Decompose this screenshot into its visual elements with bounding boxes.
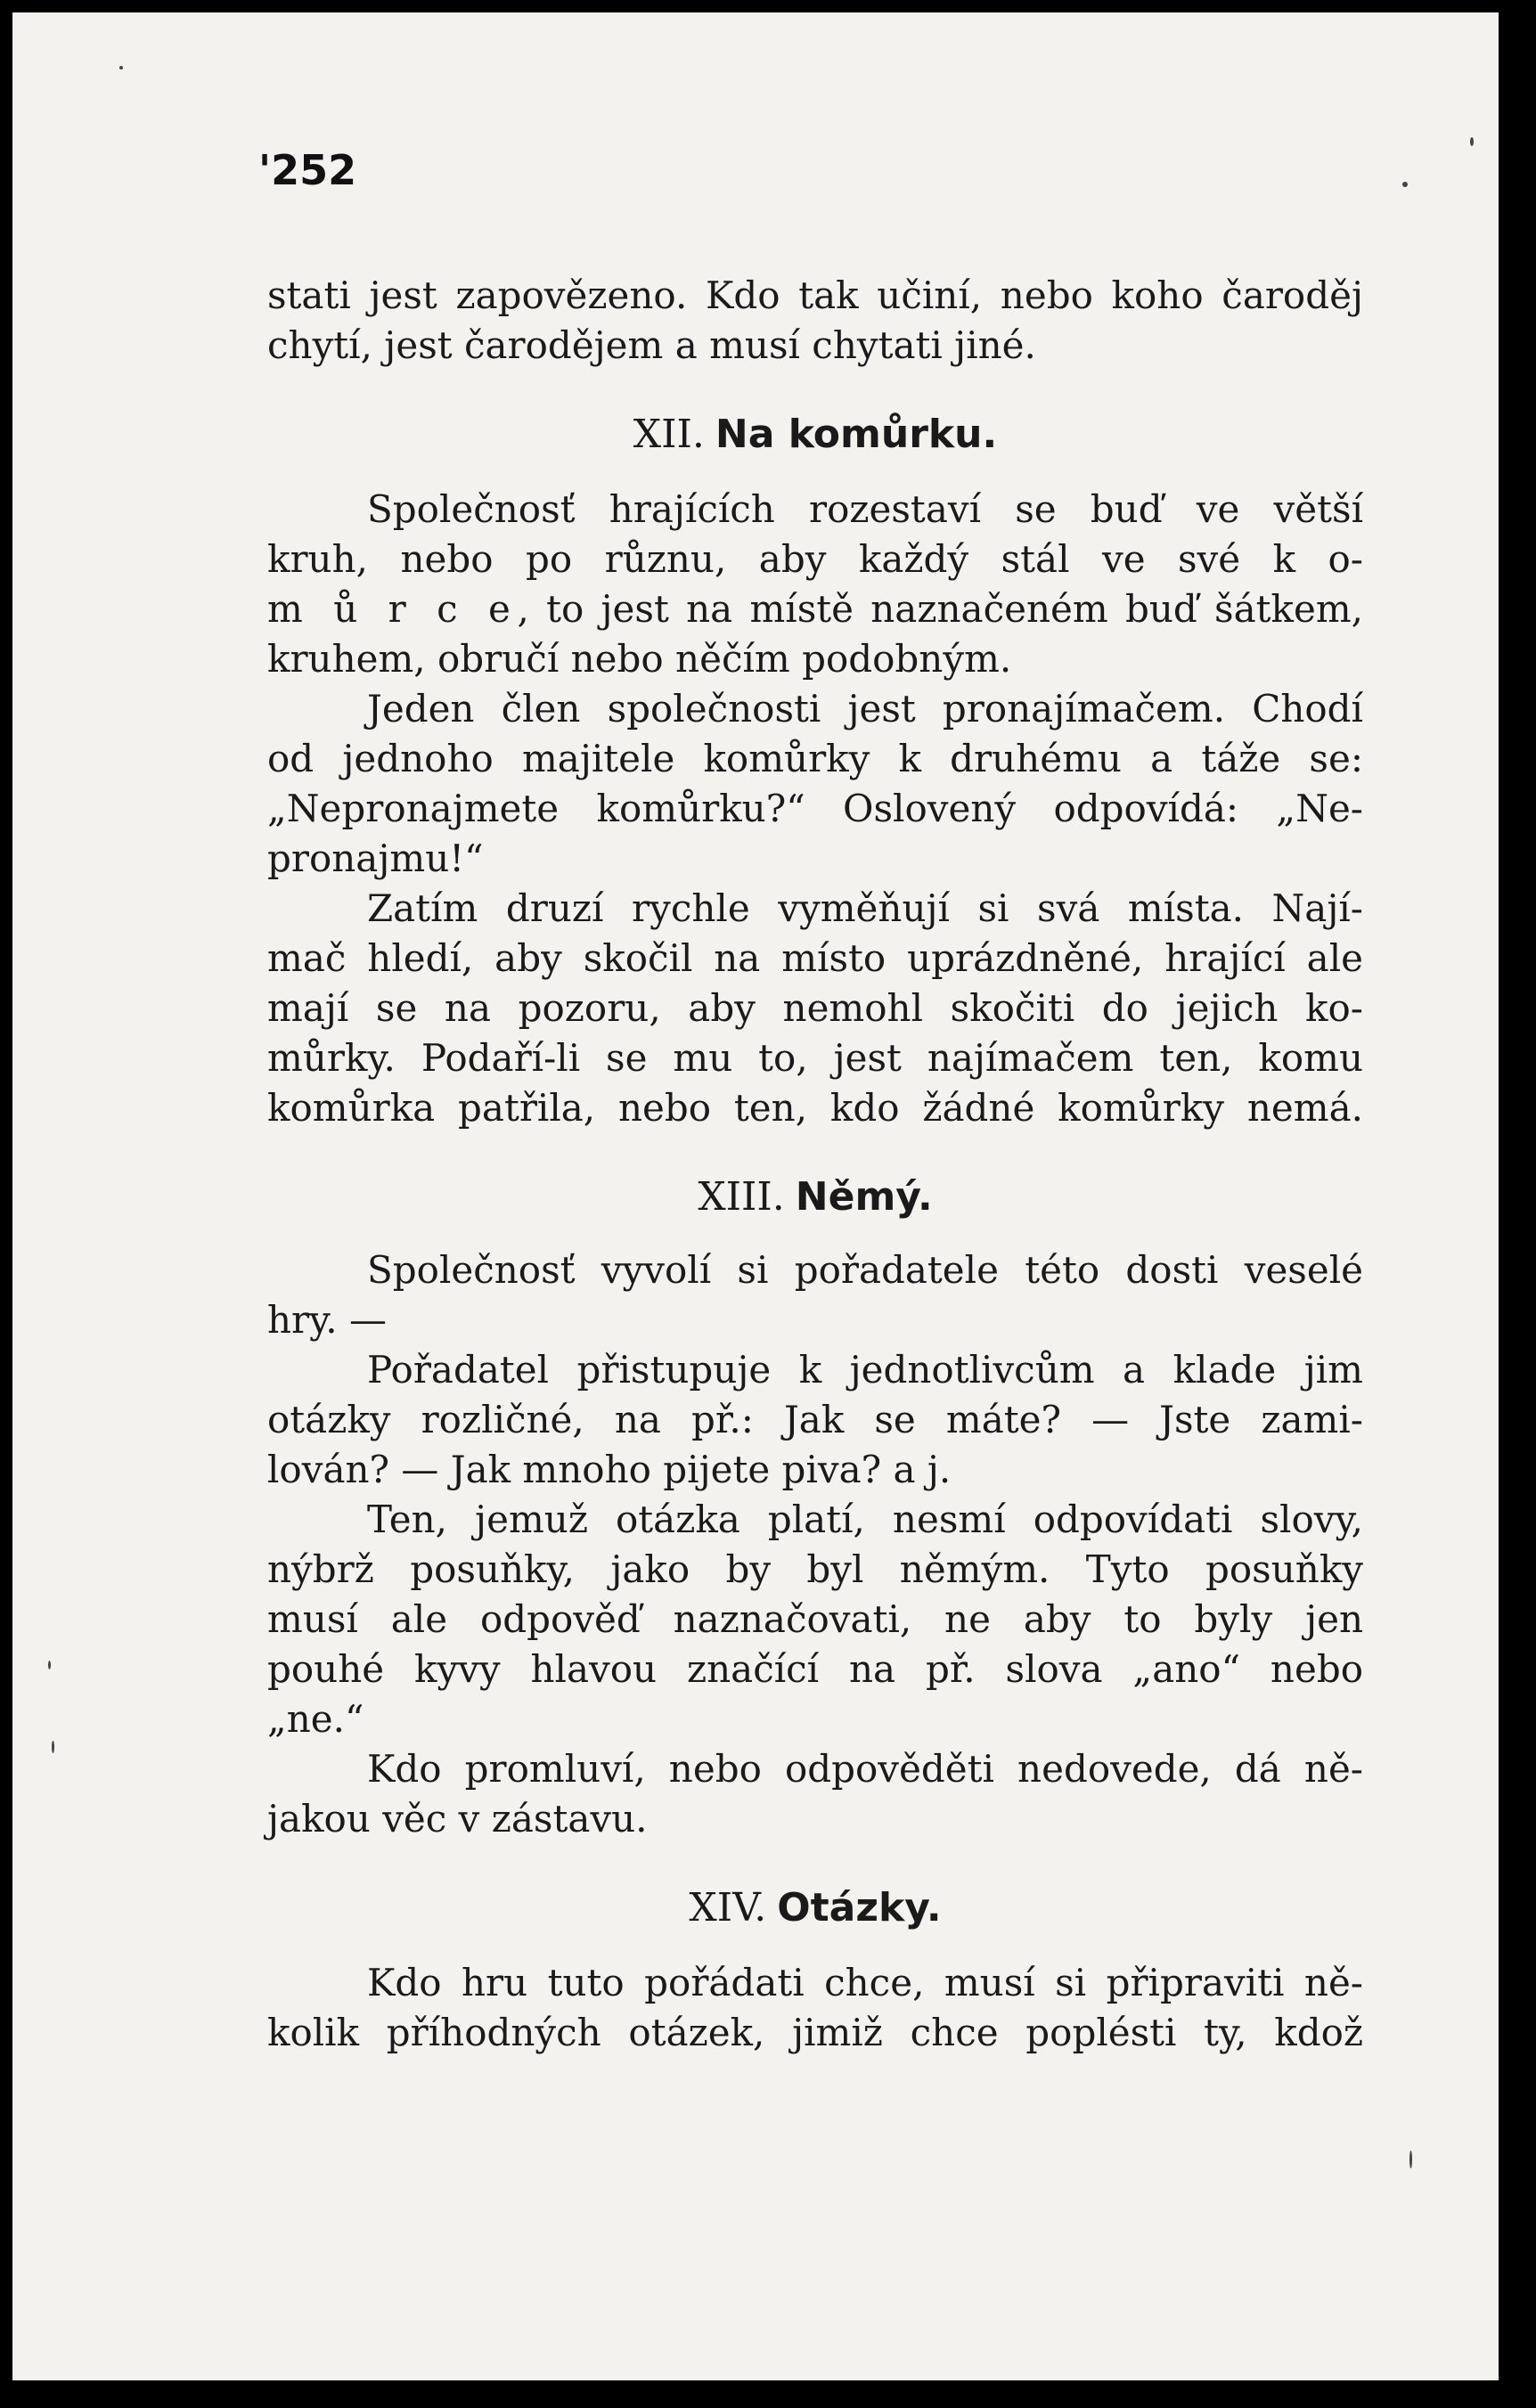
section-numeral: XIV. (689, 1885, 767, 1930)
scan-speck (52, 1741, 54, 1753)
paragraph-line: lován? — Jak mnoho pijete piva? a j. (267, 1448, 952, 1491)
paragraph-line: mají se na pozoru, aby nemohl skočiti do jejich ko- (267, 986, 1363, 1030)
scan-speck (119, 66, 123, 69)
section-heading-xiv (267, 1882, 1363, 1935)
paragraph-line: musí ale odpověď naznačovati, ne aby to byly jen (267, 1597, 1363, 1641)
paragraph-line: kolik příhodných otázek, jimiž chce poplésti ty, kdož (267, 2011, 1363, 2054)
paragraph-line: nýbrž posuňky, jako by byl němým. Tyto posuňky (267, 1547, 1363, 1591)
section-title: Němý. (795, 1174, 933, 1220)
spaced-word: m ů r c e (267, 587, 518, 631)
section-title: Otázky. (777, 1885, 942, 1930)
paragraph-line: od jednoho majitele komůrky k druhému a táže se: (267, 737, 1363, 780)
paragraph-line: mač hledí, aby skočil na místo uprázdněné, hrající ale (267, 936, 1363, 980)
paragraph-line: chytí, jest čarodějem a musí chytati jiné. (267, 323, 1036, 367)
paragraph-line: kruh, nebo po různu, aby každý stál ve své k o- (267, 537, 1363, 581)
book-page (12, 12, 1499, 2380)
paragraph-line: Ten, jemuž otázka platí, nesmí odpovídati slovy, (367, 1498, 1363, 1541)
paragraph-line: Společnosť hrajících rozestaví se buď ve větší (367, 487, 1363, 531)
scan-speck (48, 1661, 51, 1669)
scan-speck (1470, 137, 1474, 146)
paragraph-line: „ne.“ (267, 1697, 364, 1741)
paragraph-line: Kdo promluví, nebo odpověděti nedovede, dá ně- (367, 1747, 1363, 1791)
paragraph-line: stati jest zapovězeno. Kdo tak učiní, nebo koho čaroděj (267, 273, 1363, 317)
paragraph-line: komůrka patřila, nebo ten, kdo žádné komůrky nemá. (267, 1086, 1363, 1130)
line-rest: , to jest na místě naznačeném buď šátkem, (517, 587, 1363, 631)
section-numeral: XII. (633, 412, 705, 457)
paragraph-line (267, 584, 1363, 634)
paragraph-line: pouhé kyvy hlavou značící na př. slova „ano“ nebo (267, 1647, 1363, 1691)
paragraph-line: Společnosť vyvolí si pořadatele této dosti veselé (367, 1248, 1363, 1292)
paragraph-line: „Nepronajmete komůrku?“ Oslovený odpovídá: „Ne- (267, 787, 1363, 830)
scan-speck (1409, 2151, 1412, 2168)
section-heading-xii (267, 408, 1363, 461)
paragraph-line: můrky. Podaří-li se mu to, jest najímačem ten, komu (267, 1036, 1363, 1080)
scan-speck (1402, 182, 1408, 187)
paragraph-line: jakou věc v zástavu. (267, 1797, 648, 1841)
paragraph-line: pronajmu!“ (267, 837, 484, 880)
paragraph-line: Jeden člen společnosti jest pronajímačem. Chodí (367, 687, 1363, 731)
page-number: '252 (258, 146, 357, 194)
paragraph-line: kruhem, obručí nebo něčím podobným. (267, 637, 1012, 681)
paragraph-line: Zatím druzí rychle vyměňují si svá místa. Nají- (367, 886, 1363, 930)
page-text (267, 12, 1363, 2380)
section-heading-xiii (267, 1171, 1363, 1224)
paragraph-line: hry. — (267, 1298, 387, 1342)
section-title: Na komůrku. (715, 412, 998, 457)
paragraph-line: otázky rozličné, na př.: Jak se máte? — Jste zami- (267, 1398, 1363, 1441)
paragraph-line: Pořadatel přistupuje k jednotlivcům a klade jim (367, 1348, 1363, 1392)
paragraph-line: Kdo hru tuto pořádati chce, musí si připraviti ně- (367, 1961, 1363, 2004)
section-numeral: XIII. (698, 1174, 785, 1220)
